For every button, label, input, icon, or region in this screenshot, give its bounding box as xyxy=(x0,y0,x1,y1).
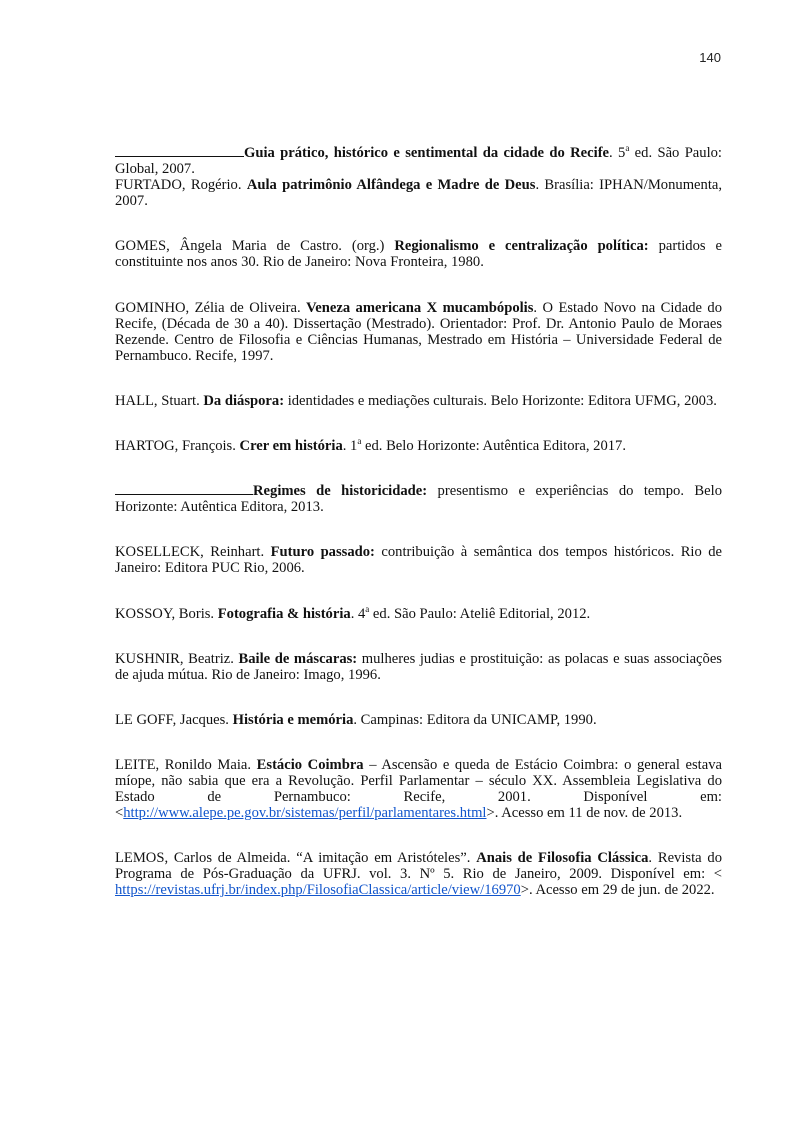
reference-entry: HALL, Stuart. Da diáspora: identidades e mediações culturais. Belo Horizonte: Editora UFMG, 2003. xyxy=(115,392,717,409)
reference-title: Crer em história xyxy=(239,438,343,455)
reference-entry: LEITE, Ronildo Maia. Estácio Coimbra – Ascensão e queda de Estácio Coimbra: o general estava míope, não sabia que era a Revolução. Perfil Parlamentar – século XX. Assembleia Legislativa do Estado de Pernambuco: Recife, 2001. Disponível em: <http://www.alepe.pe.gov.br/sistemas/perfil/parlamentares.html>. Acesso em 11 de nov. de 2013. xyxy=(115,756,722,822)
reference-entry: LEMOS, Carlos de Almeida. “A imitação em Aristóteles”. Anais de Filosofia Clássica. Revista do Programa de Pós-Graduação da UFRJ. vol. 3. Nº 5. Rio de Janeiro, 2009. Disponível em: < https://revistas.ufrj.br/index.php/FilosofiaClassica/article/view/16970>. Acesso em 29 de jun. de 2022. xyxy=(115,850,722,899)
reference-link[interactable]: http://www.alepe.pe.gov.br/sistemas/perfil/parlamentares.html xyxy=(123,805,487,822)
reference-title: Veneza americana X mucambópolis xyxy=(306,299,534,316)
reference-title: Regionalismo e centralização política: xyxy=(394,238,649,255)
reference-title: Futuro passado: xyxy=(270,544,375,561)
reference-link[interactable]: https://revistas.ufrj.br/index.php/FilosofiaClassica/article/view/16970 xyxy=(115,882,521,899)
reference-entry: Guia prático, histórico e sentimental da cidade do Recife. 5$^a$ ed. São Paulo: Global, 2007. xyxy=(115,143,722,178)
reference-entry: GOMINHO, Zélia de Oliveira. Veneza americana X mucambópolis. O Estado Novo na Cidade do Recife, (Década de 30 a 40). Dissertação (Mestrado). Orientador: Prof. Dr. Antonio Paulo de Moraes Rezende. Centro de Filosofia e Ciências Humanas, Mestrado em História – Universidade Federal de Pernambuco. Recife, 1997. xyxy=(115,299,722,364)
reference-title: Da diáspora: xyxy=(203,392,285,409)
reference-title: Aula patrimônio Alfândega e Madre de Deus xyxy=(246,177,536,194)
reference-entry: Regimes de historicidade: presentismo e experiências do tempo. Belo Horizonte: Autêntica Editora, 2013. xyxy=(115,483,722,516)
reference-title: História e memória xyxy=(232,711,354,728)
reference-title: Estácio Coimbra xyxy=(256,756,364,773)
reference-entry: GOMES, Ângela Maria de Castro. (org.) Regionalismo e centralização política: partidos e constituinte nos anos 30. Rio de Janeiro: Nova Fronteira, 1980. xyxy=(115,238,722,271)
reference-entry: KOSSOY, Boris. Fotografia & história. 4$^a$ ed. São Paulo: Ateliê Editorial, 2012. xyxy=(115,603,591,622)
page-number: 140 xyxy=(699,50,721,65)
reference-entry: KUSHNIR, Beatriz. Baile de máscaras: mulheres judias e prostituição: as polacas e suas associações de ajuda mútua. Rio de Janeiro: Imago, 1996. xyxy=(115,650,722,683)
reference-entry: KOSELLECK, Reinhart. Futuro passado: contribuição à semântica dos tempos históricos. Rio de Janeiro: Editora PUC Rio, 2006. xyxy=(115,544,723,577)
reference-title: Baile de máscaras: xyxy=(238,650,358,667)
reference-title: Guia prático, histórico e sentimental da cidade do Recife xyxy=(244,145,610,161)
reference-entry: FURTADO, Rogério. Aula patrimônio Alfândega e Madre de Deus. Brasília: IPHAN/Monumenta, 2007. xyxy=(115,177,722,210)
author-repeat-line xyxy=(115,145,244,157)
reference-title: Fotografia & história xyxy=(217,605,351,622)
author-repeat-line xyxy=(115,483,253,495)
reference-entry: HARTOG, François. Crer em história. 1$^a$ ed. Belo Horizonte: Autêntica Editora, 2017. xyxy=(115,436,626,455)
reference-title: Anais de Filosofia Clássica xyxy=(476,850,649,867)
reference-title: Regimes de historicidade: xyxy=(253,483,428,500)
reference-list xyxy=(115,145,722,899)
reference-entry: LE GOFF, Jacques. História e memória. Campinas: Editora da UNICAMP, 1990. xyxy=(115,711,597,728)
